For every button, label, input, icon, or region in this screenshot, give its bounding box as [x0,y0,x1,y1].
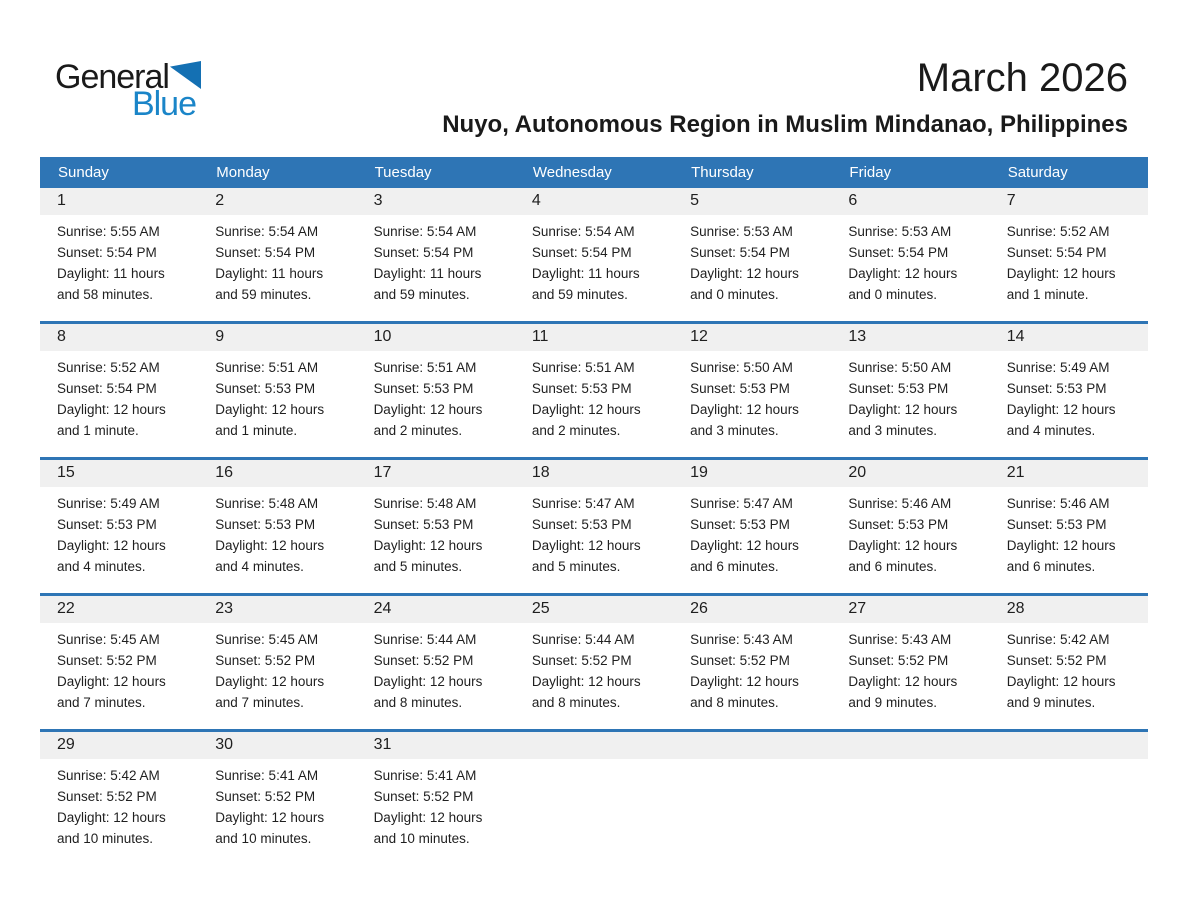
sunset-text: Sunset: 5:53 PM [1006,517,1107,532]
day-cell [831,459,989,595]
daylight-text: Daylight: 12 hours and 0 minutes. [848,266,958,302]
sunset-text: Sunset: 5:52 PM [57,789,157,804]
day-details [357,759,515,865]
daylight-text: Daylight: 12 hours and 7 minutes. [215,674,325,710]
day-cell [831,323,989,459]
day-cell [990,595,1148,731]
daylight-text: Daylight: 12 hours and 2 minutes. [531,402,641,438]
sunrise-text: Sunrise: 5:45 AM [215,632,319,647]
day-number: 18 [515,460,673,487]
weekday-header-friday: Friday [831,157,989,188]
day-cell [515,323,673,459]
sunset-text: Sunset: 5:52 PM [215,653,316,668]
location-subtitle: Nuyo, Autonomous Region in Muslim Mindanao, Philippines [442,111,1128,138]
sunset-text: Sunset: 5:54 PM [373,245,474,260]
week-row [40,731,1148,866]
sunset-text: Sunset: 5:53 PM [373,381,474,396]
weekday-header-sunday: Sunday [40,157,198,188]
sunset-text: Sunset: 5:52 PM [373,653,474,668]
day-details [673,759,831,864]
sunrise-text: Sunrise: 5:47 AM [690,496,793,511]
sunrise-text: Sunrise: 5:52 AM [57,360,160,375]
day-number [990,732,1148,759]
daylight-text: Daylight: 12 hours and 4 minutes. [215,538,325,574]
sunset-text: Sunset: 5:53 PM [690,381,790,396]
sunrise-text: Sunrise: 5:42 AM [57,768,160,783]
day-cell [990,323,1148,459]
day-details [515,623,673,729]
day-details [357,351,515,457]
daylight-text: Daylight: 11 hours and 59 minutes. [215,266,324,302]
weekday-header-wednesday: Wednesday [515,157,673,188]
day-number: 28 [990,596,1148,623]
day-number [831,732,989,759]
day-details [198,215,356,321]
day-cell [357,323,515,459]
day-number: 15 [40,460,198,487]
day-cell [40,731,198,866]
weekday-header-tuesday: Tuesday [357,157,515,188]
header-titles [442,55,1128,139]
daylight-text: Daylight: 12 hours and 10 minutes. [57,810,166,846]
daylight-text: Daylight: 12 hours and 4 minutes. [1006,402,1116,438]
sunset-text: Sunset: 5:54 PM [57,245,157,260]
empty-day-cell [673,731,831,866]
day-cell [198,323,356,459]
sunset-text: Sunset: 5:52 PM [373,789,474,804]
sunset-text: Sunset: 5:52 PM [215,789,316,804]
day-number: 21 [990,460,1148,487]
day-number: 29 [40,732,198,759]
day-details [357,215,515,321]
week-row [40,595,1148,731]
daylight-text: Daylight: 12 hours and 8 minutes. [531,674,641,710]
empty-day-cell [831,731,989,866]
day-cell [515,595,673,731]
day-details [198,351,356,457]
day-details [831,759,989,864]
sunset-text: Sunset: 5:52 PM [1006,653,1107,668]
sunset-text: Sunset: 5:54 PM [848,245,949,260]
day-cell [831,595,989,731]
day-number: 6 [831,188,989,215]
day-details [831,215,989,321]
daylight-text: Daylight: 12 hours and 1 minute. [1006,266,1116,302]
day-cell [357,731,515,866]
day-number: 3 [357,188,515,215]
day-number: 7 [990,188,1148,215]
day-number: 5 [673,188,831,215]
sunset-text: Sunset: 5:54 PM [690,245,790,260]
daylight-text: Daylight: 12 hours and 2 minutes. [373,402,483,438]
day-details [990,215,1148,321]
day-details [40,351,198,457]
day-details [831,487,989,593]
day-details [990,759,1148,864]
sunset-text: Sunset: 5:53 PM [690,517,790,532]
day-number: 12 [673,324,831,351]
day-cell [673,323,831,459]
sunset-text: Sunset: 5:52 PM [690,653,790,668]
daylight-text: Daylight: 12 hours and 3 minutes. [848,402,958,438]
sunrise-text: Sunrise: 5:54 AM [373,224,477,239]
sunset-text: Sunset: 5:53 PM [215,517,316,532]
day-cell [673,459,831,595]
general-blue-logo [55,60,201,121]
day-details [198,759,356,865]
day-number [673,732,831,759]
day-details [673,215,831,321]
daylight-text: Daylight: 11 hours and 58 minutes. [57,266,165,302]
day-details [515,351,673,457]
day-number: 27 [831,596,989,623]
day-number: 11 [515,324,673,351]
day-cell [990,188,1148,323]
day-details [198,623,356,729]
week-row [40,459,1148,595]
day-details [198,487,356,593]
day-cell [198,731,356,866]
day-cell [40,323,198,459]
day-number: 31 [357,732,515,759]
logo-text-general: General [55,58,169,96]
day-details [357,487,515,593]
day-details [990,351,1148,457]
day-number: 24 [357,596,515,623]
sunrise-text: Sunrise: 5:45 AM [57,632,160,647]
day-details [673,487,831,593]
sunrise-text: Sunrise: 5:53 AM [690,224,793,239]
day-details [990,623,1148,729]
day-details [40,759,198,865]
day-details [831,351,989,457]
daylight-text: Daylight: 11 hours and 59 minutes. [373,266,482,302]
weekday-header-monday: Monday [198,157,356,188]
sunrise-text: Sunrise: 5:52 AM [1006,224,1110,239]
sunset-text: Sunset: 5:52 PM [57,653,157,668]
daylight-text: Daylight: 12 hours and 9 minutes. [848,674,958,710]
weekday-header-thursday: Thursday [673,157,831,188]
sunset-text: Sunset: 5:54 PM [531,245,632,260]
daylight-text: Daylight: 12 hours and 1 minute. [57,402,166,438]
weekday-header-saturday: Saturday [990,157,1148,188]
sunset-text: Sunset: 5:52 PM [848,653,949,668]
day-number: 26 [673,596,831,623]
day-details [515,487,673,593]
day-cell [357,595,515,731]
day-number: 30 [198,732,356,759]
day-cell [40,459,198,595]
day-cell [673,188,831,323]
day-details [40,215,198,321]
day-number: 8 [40,324,198,351]
sunset-text: Sunset: 5:52 PM [531,653,632,668]
sunset-text: Sunset: 5:53 PM [531,381,632,396]
sunrise-text: Sunrise: 5:54 AM [215,224,319,239]
day-cell [40,188,198,323]
sunrise-text: Sunrise: 5:50 AM [690,360,793,375]
day-cell [357,459,515,595]
day-number: 14 [990,324,1148,351]
day-number: 25 [515,596,673,623]
day-number: 23 [198,596,356,623]
sunrise-text: Sunrise: 5:53 AM [848,224,952,239]
sunrise-text: Sunrise: 5:42 AM [1006,632,1110,647]
day-cell [40,595,198,731]
day-details [357,623,515,729]
sunrise-text: Sunrise: 5:41 AM [373,768,477,783]
sunset-text: Sunset: 5:53 PM [848,381,949,396]
sunrise-text: Sunrise: 5:43 AM [690,632,793,647]
day-details [673,623,831,729]
daylight-text: Daylight: 12 hours and 6 minutes. [1006,538,1116,574]
month-title: March 2026 [916,56,1128,100]
sunrise-text: Sunrise: 5:48 AM [215,496,319,511]
day-number: 10 [357,324,515,351]
sunset-text: Sunset: 5:53 PM [57,517,157,532]
day-details [515,759,673,864]
sunrise-text: Sunrise: 5:46 AM [848,496,952,511]
daylight-text: Daylight: 12 hours and 8 minutes. [373,674,483,710]
day-number: 9 [198,324,356,351]
daylight-text: Daylight: 12 hours and 3 minutes. [690,402,799,438]
daylight-text: Daylight: 12 hours and 5 minutes. [531,538,641,574]
day-number: 4 [515,188,673,215]
day-number: 20 [831,460,989,487]
day-number: 22 [40,596,198,623]
day-details [40,487,198,593]
day-number: 1 [40,188,198,215]
sunrise-text: Sunrise: 5:44 AM [373,632,477,647]
calendar-body [40,188,1148,865]
empty-day-cell [515,731,673,866]
day-number: 16 [198,460,356,487]
sunset-text: Sunset: 5:53 PM [215,381,316,396]
day-number: 2 [198,188,356,215]
daylight-text: Daylight: 12 hours and 7 minutes. [57,674,166,710]
day-cell [515,459,673,595]
logo-text-blue: Blue [131,85,196,123]
sunrise-text: Sunrise: 5:48 AM [373,496,477,511]
daylight-text: Daylight: 12 hours and 10 minutes. [215,810,325,846]
day-details [40,623,198,729]
sunrise-text: Sunrise: 5:41 AM [215,768,319,783]
daylight-text: Daylight: 12 hours and 8 minutes. [690,674,799,710]
sunrise-text: Sunrise: 5:51 AM [373,360,477,375]
sunset-text: Sunset: 5:53 PM [373,517,474,532]
day-cell [357,188,515,323]
sunset-text: Sunset: 5:54 PM [57,381,157,396]
day-cell [198,459,356,595]
sunset-text: Sunset: 5:53 PM [848,517,949,532]
sunrise-text: Sunrise: 5:50 AM [848,360,952,375]
daylight-text: Daylight: 12 hours and 0 minutes. [690,266,799,302]
daylight-text: Daylight: 12 hours and 4 minutes. [57,538,166,574]
day-number: 13 [831,324,989,351]
day-cell [990,459,1148,595]
sunrise-text: Sunrise: 5:46 AM [1006,496,1110,511]
day-cell [831,188,989,323]
empty-day-cell [990,731,1148,866]
day-details [831,623,989,729]
sunset-text: Sunset: 5:53 PM [531,517,632,532]
calendar-table [40,157,1148,865]
sunrise-text: Sunrise: 5:44 AM [531,632,635,647]
day-number [515,732,673,759]
sunrise-text: Sunrise: 5:51 AM [215,360,319,375]
sunrise-text: Sunrise: 5:51 AM [531,360,635,375]
day-cell [515,188,673,323]
day-cell [673,595,831,731]
daylight-text: Daylight: 12 hours and 9 minutes. [1006,674,1116,710]
sunset-text: Sunset: 5:54 PM [1006,245,1107,260]
sunrise-text: Sunrise: 5:49 AM [57,496,160,511]
daylight-text: Daylight: 12 hours and 5 minutes. [373,538,483,574]
sunrise-text: Sunrise: 5:55 AM [57,224,160,239]
week-row [40,188,1148,323]
day-details [515,215,673,321]
day-details [990,487,1148,593]
sunrise-text: Sunrise: 5:47 AM [531,496,635,511]
day-details [673,351,831,457]
day-number: 17 [357,460,515,487]
sunrise-text: Sunrise: 5:49 AM [1006,360,1110,375]
weekday-header-row [40,157,1148,188]
week-row [40,323,1148,459]
daylight-text: Daylight: 12 hours and 1 minute. [215,402,325,438]
sunset-text: Sunset: 5:54 PM [215,245,316,260]
daylight-text: Daylight: 11 hours and 59 minutes. [531,266,640,302]
day-cell [198,595,356,731]
daylight-text: Daylight: 12 hours and 6 minutes. [690,538,799,574]
day-number: 19 [673,460,831,487]
sunrise-text: Sunrise: 5:43 AM [848,632,952,647]
daylight-text: Daylight: 12 hours and 10 minutes. [373,810,483,846]
sunrise-text: Sunrise: 5:54 AM [531,224,635,239]
daylight-text: Daylight: 12 hours and 6 minutes. [848,538,958,574]
sunset-text: Sunset: 5:53 PM [1006,381,1107,396]
day-cell [198,188,356,323]
